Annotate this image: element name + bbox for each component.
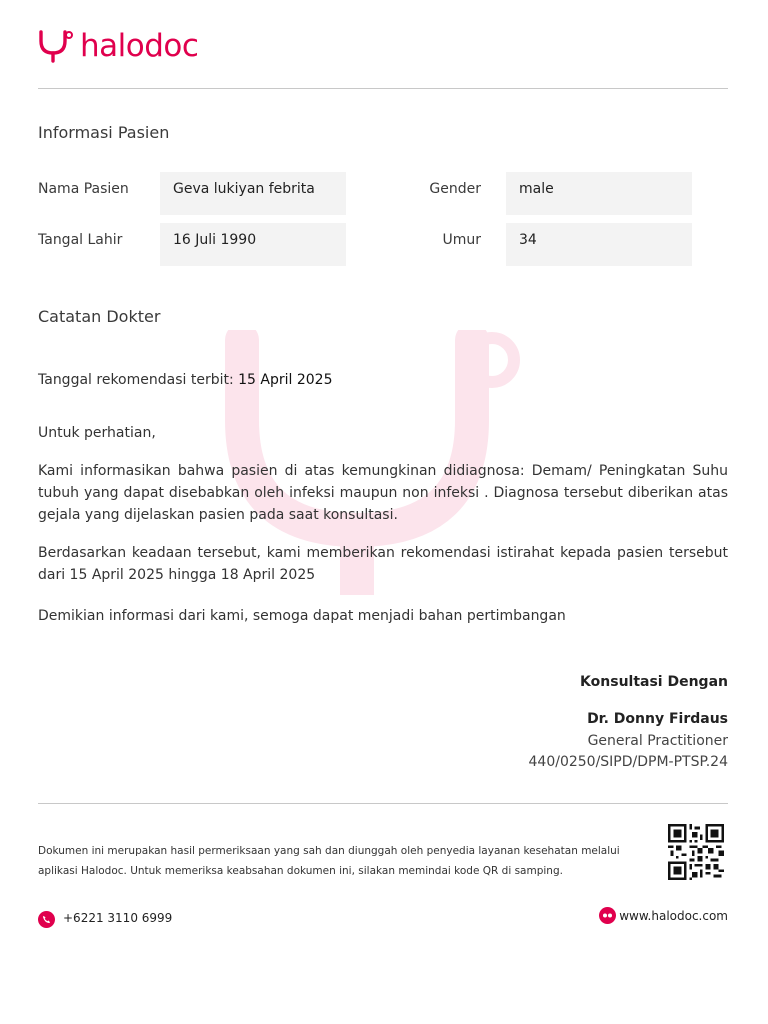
- age-value: 34: [506, 223, 692, 266]
- name-label: Nama Pasien: [38, 181, 129, 197]
- halodoc-icon: [599, 907, 616, 924]
- diagnosis-paragraph: Kami informasikan bahwa pasien di atas kemungkinan didiagnosa: Demam/ Peningkatan Suhu tubuh yang dapat disebabkan oleh infeksi maupun non infeksi . Diagnosa tersebut diberikan atas gejala yang dijelaskan pasien pada saat konsultasi.: [38, 463, 728, 523]
- closing-paragraph: Demikian informasi dari kami, semoga dapat menjadi bahan pertimbangan: [38, 608, 566, 624]
- disclaimer: [38, 841, 648, 881]
- gender-label: Gender: [429, 181, 481, 197]
- stethoscope-icon: [38, 29, 74, 63]
- halodoc-logo: [38, 28, 198, 64]
- phone-icon: [38, 911, 55, 928]
- qr-code-icon[interactable]: [668, 824, 724, 880]
- doctor-notes-title: Catatan Dokter: [38, 307, 161, 326]
- greeting: Untuk perhatian,: [38, 425, 156, 441]
- name-value: Geva lukiyan febrita: [160, 172, 346, 215]
- phone-number: +6221 3110 6999: [63, 910, 173, 925]
- phone-contact[interactable]: [38, 907, 172, 928]
- age-label: Umur: [442, 232, 481, 248]
- website-link[interactable]: www.halodoc.com: [619, 908, 728, 923]
- patient-info-title: Informasi Pasien: [38, 123, 170, 142]
- disclaimer-line-2: aplikasi Halodoc. Untuk memeriksa keabsahan dokumen ini, silakan memindai kode QR di samping.: [38, 865, 563, 877]
- dob-value: 16 Juli 1990: [160, 223, 346, 266]
- dob-label: Tangal Lahir: [38, 232, 123, 248]
- gender-value: male: [506, 172, 692, 215]
- doctor-name: Dr. Donny Firdaus: [587, 711, 728, 727]
- issued-date-line: [38, 369, 728, 391]
- brand-name: halodoc: [80, 28, 199, 64]
- doctor-specialty: General Practitioner: [587, 733, 728, 749]
- disclaimer-line-1: Dokumen ini merupakan hasil permeriksaan yang sah dan diunggah oleh penyedia layanan kesehatan melalui: [38, 845, 620, 857]
- header-divider: [38, 88, 728, 89]
- recommendation-paragraph: Berdasarkan keadaan tersebut, kami memberikan rekomendasi istirahat kepada pasien tersebut dari 15 April 2025 hingga 18 April 2025: [38, 545, 728, 583]
- issued-date-label: Tanggal rekomendasi terbit:: [38, 372, 234, 388]
- website-contact[interactable]: [599, 907, 728, 924]
- footer-divider: [38, 803, 728, 804]
- doctor-license: 440/0250/SIPD/DPM-PTSP.24: [528, 754, 728, 770]
- consultation-label: Konsultasi Dengan: [580, 674, 728, 690]
- issued-date-value: 15 April 2025: [238, 372, 333, 388]
